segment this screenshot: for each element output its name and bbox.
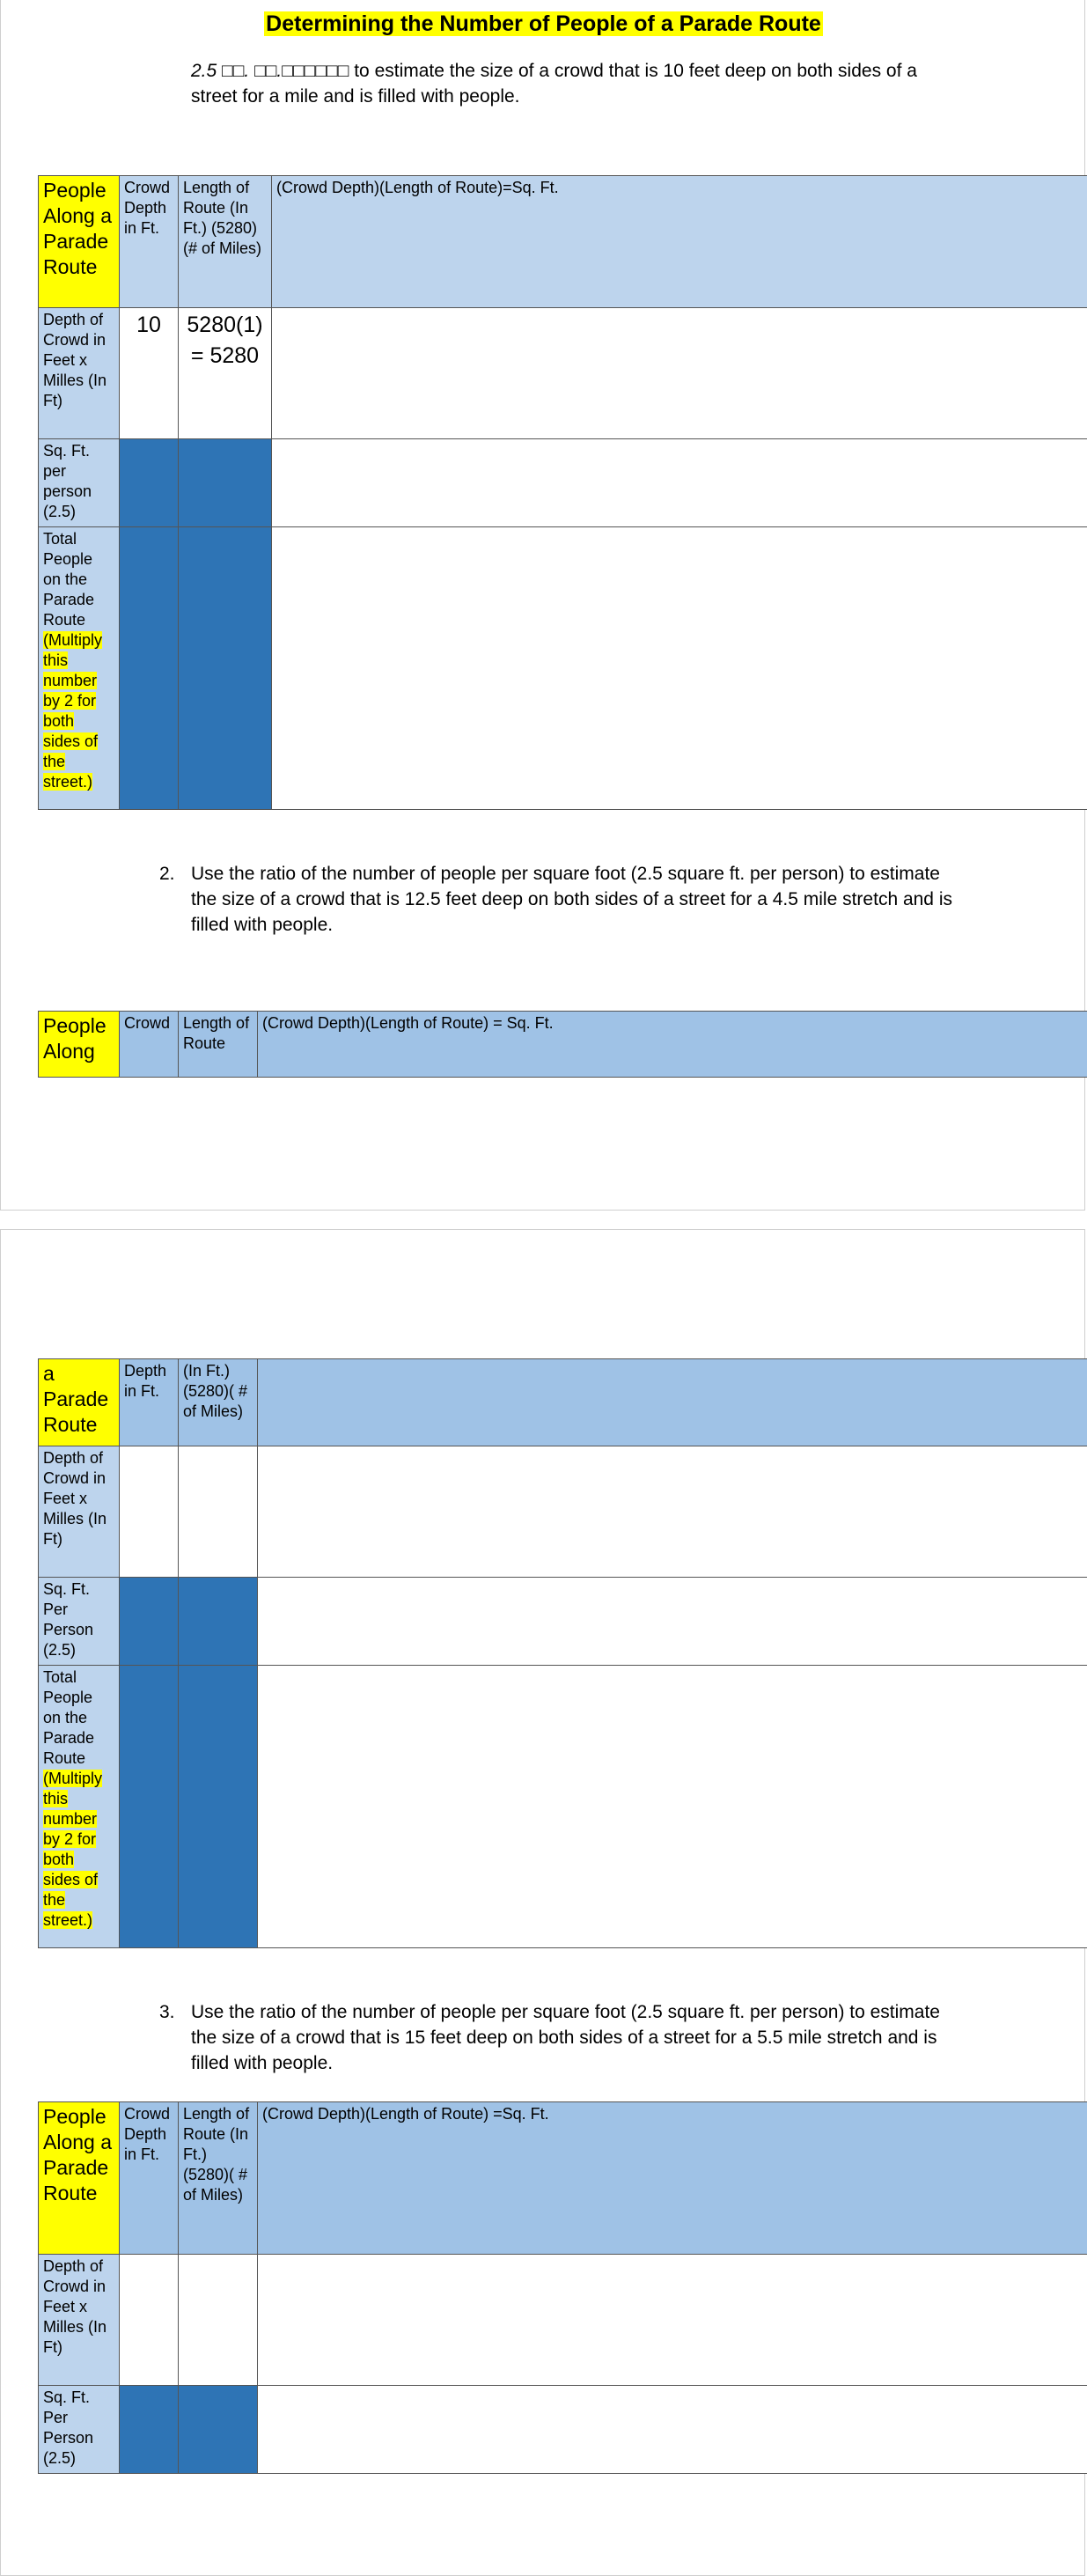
table-2b-row1-label: Depth of Crowd in Feet x Milles (In Ft) [39, 1446, 120, 1578]
table-row [39, 2102, 1087, 2255]
shaded-cell [179, 2386, 258, 2474]
problem-3-number: 3. [159, 2002, 175, 2022]
table-2b-col-depth: Depth in Ft. [120, 1359, 179, 1446]
table-1-header-label: People Along a Parade Route [39, 176, 120, 308]
table-1 [38, 175, 1087, 810]
shaded-cell [120, 1666, 179, 1948]
problem-1-text: to estimate the size of a crowd that is 10 feet deep on both sides of a street for a mile and is filled with people. [191, 61, 917, 107]
table-1-row2-answer[interactable] [272, 439, 1087, 527]
table-1-row1-answer[interactable] [272, 308, 1087, 439]
table-1-row3-label [39, 527, 120, 810]
table-3-row1-answer[interactable] [258, 2255, 1087, 2386]
table-2a [38, 1011, 1087, 1078]
table-1-row3-label-b: (Multiply this number by 2 for both sides of the street.) [43, 631, 103, 791]
table-3-row1-length[interactable] [179, 2255, 258, 2386]
table-2b-row3-label-b: (Multiply this number by 2 for both sides of the street.) [43, 1770, 103, 1929]
page-1 [0, 0, 1085, 1211]
table-1-col-depth: Crowd Depth in Ft. [120, 176, 179, 308]
shaded-cell [179, 1666, 258, 1948]
problem-2-number: 2. [159, 864, 175, 884]
table-row [39, 2386, 1087, 2474]
table-2a-col-depth: Crowd [120, 1012, 179, 1078]
table-row [39, 527, 1087, 810]
problem-2-text: Use the ratio of the number of people per square foot (2.5 square ft. per person) to estimate the size of a crowd that is 12.5 feet deep on both sides of a street for a 4.5 mile stretch and is filled with people. [191, 864, 952, 935]
table-1-row1-label: Depth of Crowd in Feet x Milles (In Ft) [39, 308, 120, 439]
shaded-cell [120, 527, 179, 810]
table-3-col-depth: Crowd Depth in Ft. [120, 2102, 179, 2255]
table-3-row1-depth[interactable] [120, 2255, 179, 2386]
table-1-col-length: Length of Route (In Ft.) (5280)(# of Miles) [179, 176, 272, 308]
table-1-col-formula: (Crowd Depth)(Length of Route)=Sq. Ft. [272, 176, 1087, 308]
shaded-cell [120, 2386, 179, 2474]
table-row [39, 1446, 1087, 1578]
table-2b-row1-answer[interactable] [258, 1446, 1087, 1578]
table-1-row1-depth[interactable]: 10 [120, 308, 179, 439]
problem-3-text: Use the ratio of the number of people per square foot (2.5 square ft. per person) to estimate the size of a crowd that is 15 feet deep on both sides of a street for a 5.5 mile stretch and is filled with people. [191, 2002, 940, 2073]
shaded-cell [179, 527, 272, 810]
table-2b-col-length: (In Ft.) (5280)( # of Miles) [179, 1359, 258, 1446]
table-row [39, 1666, 1087, 1948]
table-2b-row2-label: Sq. Ft. Per Person (2.5) [39, 1578, 120, 1666]
title-wrap [1, 11, 1086, 37]
shaded-cell [120, 1578, 179, 1666]
table-1-row2-label: Sq. Ft. per person (2.5) [39, 439, 120, 527]
table-3-col-length: Length of Route (In Ft.) (5280)( # of Miles) [179, 2102, 258, 2255]
table-2b-row2-answer[interactable] [258, 1578, 1087, 1666]
table-2b-row3-label-a: Total People on the Parade Route [43, 1668, 95, 1767]
table-1-row3-label-a: Total People on the Parade Route [43, 530, 95, 629]
table-2b-row3-answer[interactable] [258, 1666, 1087, 1948]
table-3-row2-label: Sq. Ft. Per Person (2.5) [39, 2386, 120, 2474]
problem-1-lead: 2.5 □□. □□.□□□□□□ [191, 61, 349, 81]
table-2a-col-length: Length of Route [179, 1012, 258, 1078]
table-2b-row1-length[interactable] [179, 1446, 258, 1578]
table-row [39, 1359, 1087, 1446]
problem-3 [159, 1999, 966, 2076]
table-2b-header-label: a Parade Route [39, 1359, 120, 1446]
table-2b [38, 1358, 1087, 1948]
table-3-row1-label: Depth of Crowd in Feet x Milles (In Ft) [39, 2255, 120, 2386]
table-1-row1-length[interactable]: 5280(1) = 5280 [179, 308, 272, 439]
table-row [39, 308, 1087, 439]
table-row [39, 2255, 1087, 2386]
table-3-header-label: People Along a Parade Route [39, 2102, 120, 2255]
table-1-row3-answer[interactable] [272, 527, 1087, 810]
page-title: Determining the Number of People of a Parade Route [266, 11, 821, 36]
table-3-row2-answer[interactable] [258, 2386, 1087, 2474]
table-row [39, 1578, 1087, 1666]
table-row [39, 1012, 1087, 1078]
table-2a-header-label: People Along [39, 1012, 120, 1078]
table-row [39, 176, 1087, 308]
shaded-cell [179, 1578, 258, 1666]
table-2b-col-formula [258, 1359, 1087, 1446]
problem-1 [191, 58, 966, 109]
shaded-cell [179, 439, 272, 527]
table-3 [38, 2101, 1087, 2474]
table-row [39, 439, 1087, 527]
table-3-col-formula: (Crowd Depth)(Length of Route) =Sq. Ft. [258, 2102, 1087, 2255]
problem-2 [159, 861, 966, 938]
table-2b-row3-label [39, 1666, 120, 1948]
page-2 [0, 1229, 1085, 2576]
shaded-cell [120, 439, 179, 527]
table-2b-row1-depth[interactable] [120, 1446, 179, 1578]
table-2a-col-formula: (Crowd Depth)(Length of Route) = Sq. Ft. [258, 1012, 1087, 1078]
